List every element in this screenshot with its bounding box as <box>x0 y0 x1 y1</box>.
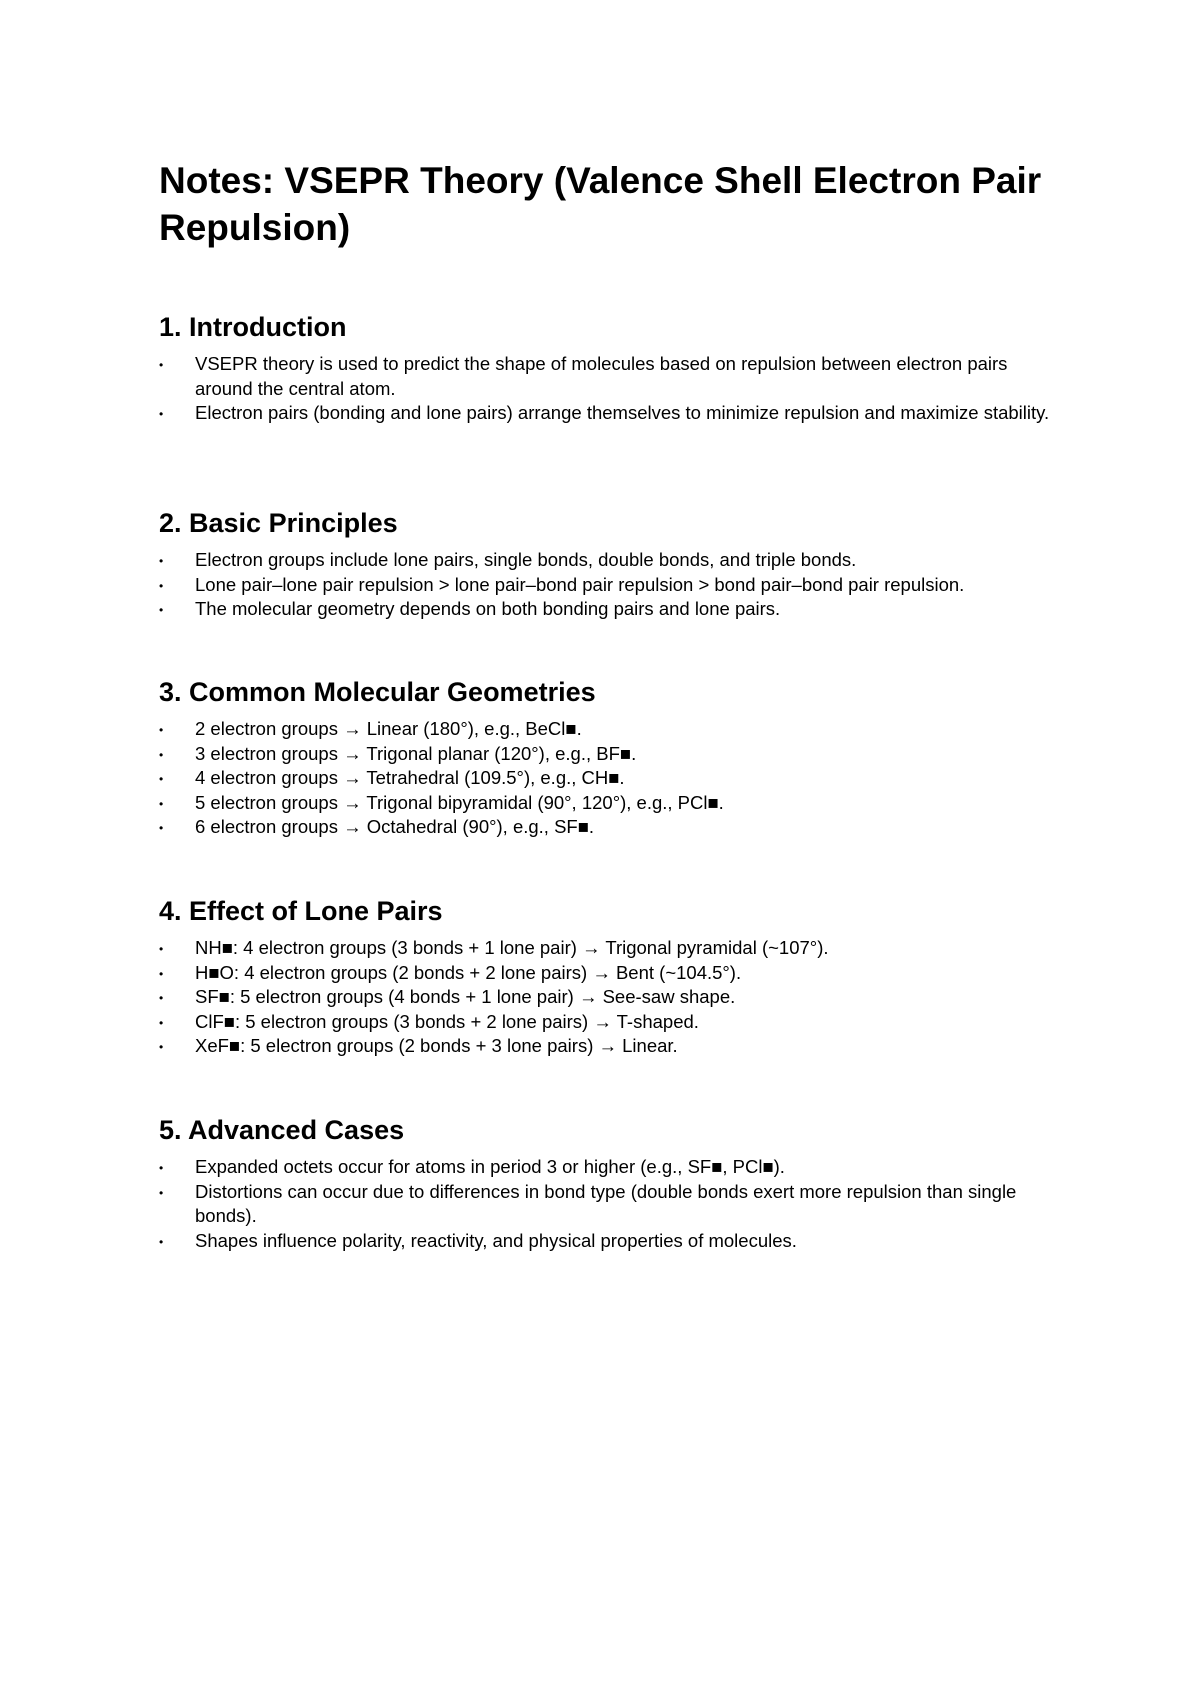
list-item-text: Electron groups include lone pairs, single bonds, double bonds, and triple bonds. <box>195 549 857 570</box>
list-item <box>159 1229 1067 1254</box>
bullet-icon: • <box>159 603 164 617</box>
list-item-text: NH■: 4 electron groups (3 bonds + 1 lone pair) → Trigonal pyramidal (~107°). <box>195 937 829 958</box>
section-heading: 1. Introduction <box>159 312 347 342</box>
list-item-text: 2 electron groups → Linear (180°), e.g., BeCl■. <box>195 718 582 739</box>
bullet-icon: • <box>159 942 164 956</box>
section-introduction <box>159 310 1059 426</box>
list-item <box>159 1155 1067 1180</box>
section-basic-principles <box>159 506 1059 622</box>
list-item-text: The molecular geometry depends on both bonding pairs and lone pairs. <box>195 598 781 619</box>
bullet-list <box>159 548 1059 622</box>
list-item-text: Electron pairs (bonding and lone pairs) arrange themselves to minimize repulsion and maximize stability. <box>195 402 1050 423</box>
bullet-list <box>159 1155 1059 1253</box>
list-item <box>159 791 1067 816</box>
list-item-text: VSEPR theory is used to predict the shape of molecules based on repulsion between electron pairs around the central atom. <box>195 353 1008 399</box>
bullet-icon: • <box>159 578 164 593</box>
list-item <box>159 742 1067 767</box>
list-item <box>159 815 1067 840</box>
list-item <box>159 961 1067 986</box>
section-common-geometries <box>159 675 1059 840</box>
list-item <box>159 717 1067 742</box>
bullet-icon: • <box>159 966 164 981</box>
bullet-list <box>159 936 1059 1059</box>
list-item-text: SF■: 5 electron groups (4 bonds + 1 lone pair) → See-saw shape. <box>195 986 736 1007</box>
list-item <box>159 985 1067 1010</box>
bullet-list <box>159 352 1059 426</box>
list-item-text: 5 electron groups → Trigonal bipyramidal (90°, 120°), e.g., PCl■. <box>195 791 724 813</box>
list-item <box>159 573 1067 598</box>
bullet-icon: • <box>159 1185 164 1200</box>
list-item-text: ClF■: 5 electron groups (3 bonds + 2 lone pairs) → T-shaped. <box>195 1010 699 1032</box>
bullet-icon: • <box>159 747 164 762</box>
list-item <box>159 1180 1067 1229</box>
list-item-text: XeF■: 5 electron groups (2 bonds + 3 lone pairs) → Linear. <box>195 1035 678 1056</box>
list-item-text: Shapes influence polarity, reactivity, and physical properties of molecules. <box>195 1229 797 1251</box>
bullet-icon: • <box>159 1234 164 1249</box>
bullet-icon: • <box>159 723 164 737</box>
list-item-text: 3 electron groups → Trigonal planar (120°), e.g., BF■. <box>195 742 637 764</box>
section-heading: 4. Effect of Lone Pairs <box>159 896 443 926</box>
list-item <box>159 548 1067 573</box>
bullet-icon: • <box>159 1040 164 1054</box>
list-item <box>159 766 1067 791</box>
bullet-icon: • <box>159 772 164 786</box>
list-item <box>159 936 1067 961</box>
section-lone-pairs <box>159 894 1059 1059</box>
list-item-text: Lone pair–lone pair repulsion > lone pair–bond pair repulsion > bond pair–bond pair repulsion. <box>195 573 965 595</box>
list-item <box>159 401 1067 426</box>
bullet-icon: • <box>159 407 164 421</box>
section-heading: 3. Common Molecular Geometries <box>159 677 596 707</box>
page-title: Notes: VSEPR Theory (Valence Shell Electron Pair Repulsion) <box>159 160 1042 248</box>
list-item-text: H■O: 4 electron groups (2 bonds + 2 lone pairs) → Bent (~104.5°). <box>195 961 742 983</box>
bullet-icon: • <box>159 821 164 835</box>
section-heading: 2. Basic Principles <box>159 508 398 538</box>
list-item <box>159 1010 1067 1035</box>
section-advanced-cases <box>159 1113 1059 1253</box>
bullet-icon: • <box>159 358 164 372</box>
list-item-text: Expanded octets occur for atoms in period 3 or higher (e.g., SF■, PCl■). <box>195 1156 785 1177</box>
bullet-icon: • <box>159 1161 164 1175</box>
bullet-icon: • <box>159 554 164 568</box>
list-item <box>159 1034 1067 1059</box>
bullet-icon: • <box>159 991 164 1005</box>
list-item <box>159 352 1067 401</box>
bullet-icon: • <box>159 1015 164 1030</box>
section-heading: 5. Advanced Cases <box>159 1115 405 1145</box>
bullet-list <box>159 717 1059 840</box>
list-item-text: Distortions can occur due to differences in bond type (double bonds exert more repulsion than single bonds). <box>195 1180 1017 1226</box>
list-item <box>159 597 1067 622</box>
bullet-icon: • <box>159 796 164 811</box>
list-item-text: 4 electron groups → Tetrahedral (109.5°), e.g., CH■. <box>195 767 625 788</box>
list-item-text: 6 electron groups → Octahedral (90°), e.g., SF■. <box>195 816 595 837</box>
